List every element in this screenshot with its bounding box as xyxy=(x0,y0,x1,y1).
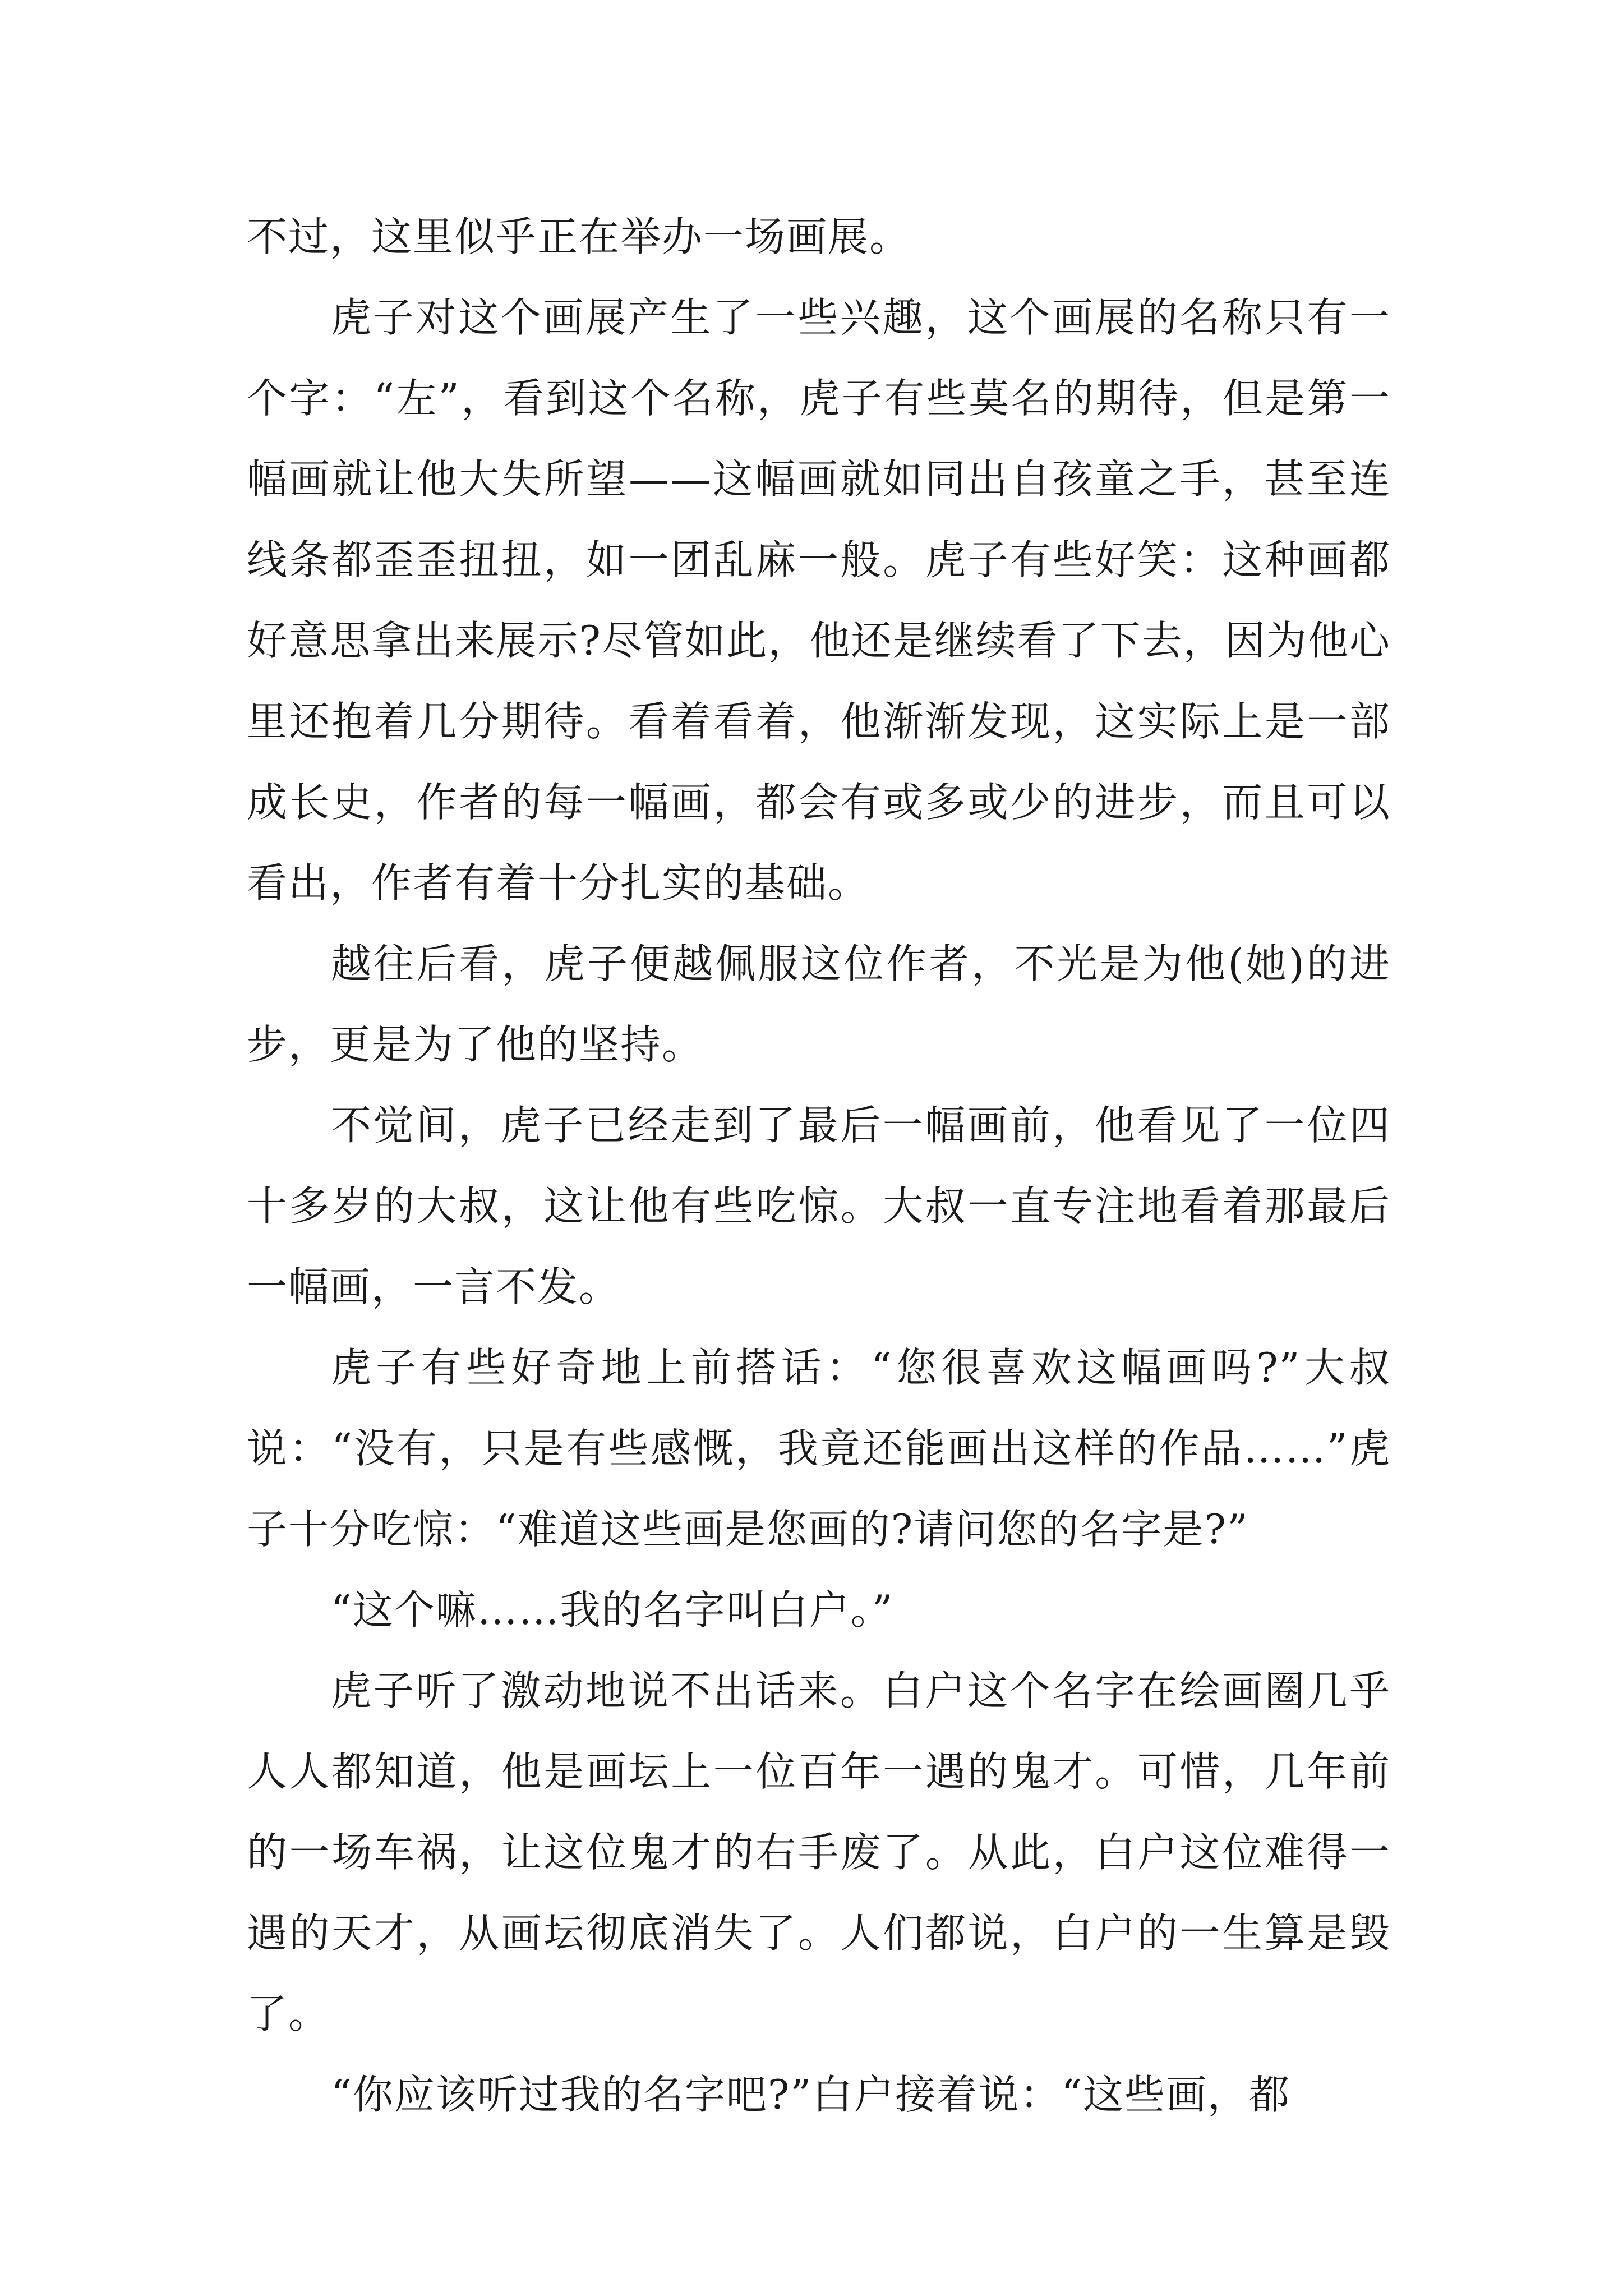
paragraph: 不过，这里似乎正在举办一场画展。 xyxy=(247,213,911,260)
paragraph: 虎子有些好奇地上前搭话：“您很喜欢这幅画吗?”大叔说：“没有，只是有些感慨，我竟还能画出这样的作品……”虎子十分吃惊：“难道这些画是您画的?请问您的名字是?” xyxy=(247,1344,1391,1553)
paragraph: 虎子听了激动地说不出话来。白户这个名字在绘画圈几乎人人都知道，他是画坛上一位百年一遇的鬼才。可惜，几年前的一场车祸，让这位鬼才的右手废了。从此，白户这位难得一遇的天才，从画坛彻底消失了。人们都说，白户的一生算是毁了。 xyxy=(247,1667,1391,2037)
paragraph: “你应该听过我的名字吧?”白户接着说：“这些画，都 xyxy=(331,2071,1291,2118)
paragraph: “这个嘛……我的名字叫白户。” xyxy=(331,1586,894,1634)
paragraph: 不觉间，虎子已经走到了最后一幅画前，他看见了一位四十多岁的大叔，这让他有些吃惊。大叔一直专注地看着那最后一幅画，一言不发。 xyxy=(247,1102,1391,1310)
paragraph: 越往后看，虎子便越佩服这位作者，不光是为他(她)的进步，更是为了他的坚持。 xyxy=(247,940,1391,1068)
paragraph: 虎子对这个画展产生了一些兴趣，这个画展的名称只有一个字：“左”，看到这个名称，虎子有些莫名的期待，但是第一幅画就让他大失所望——这幅画就如同出自孩童之手，甚至连线条都歪歪扭扭，如一团乱麻一般。虎子有些好笑：这种画都好意思拿出来展示?尽管如此，他还是继续看了下去，因为他心里还抱着几分期待。看着看着，他渐渐发现，这实际上是一部成长史，作者的每一幅画，都会有或多或少的进步，而且可以看出，作者有着十分扎实的基础。 xyxy=(247,294,1391,907)
body-text xyxy=(247,196,1391,2135)
